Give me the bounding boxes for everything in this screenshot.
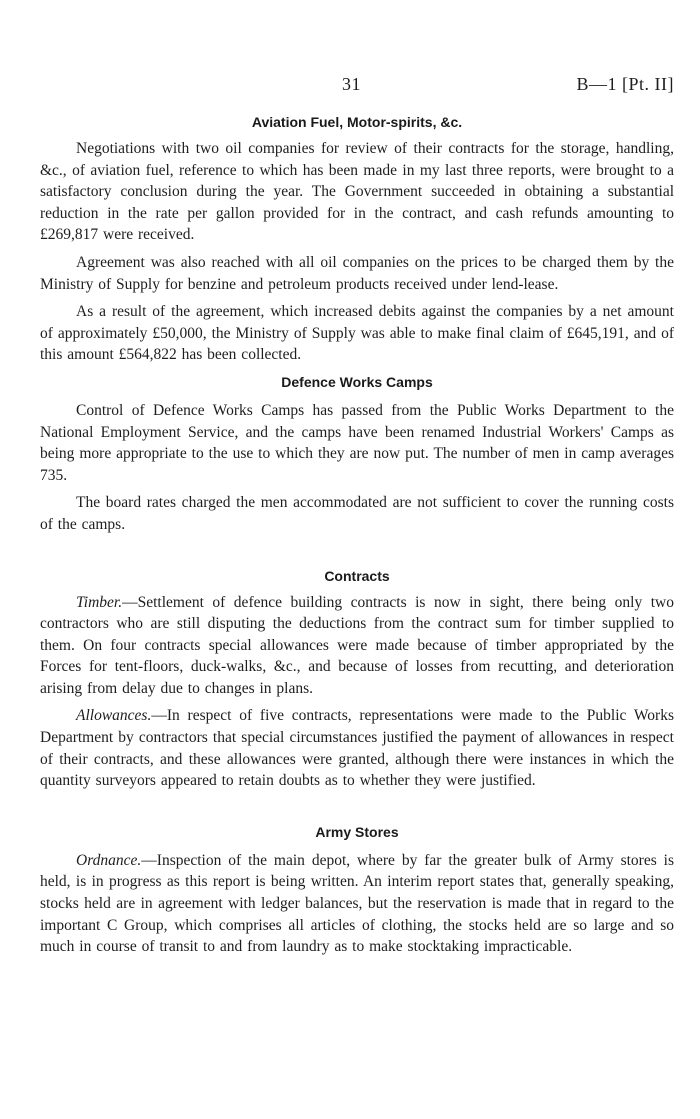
paragraph-timber [40,592,674,700]
paragraph: The board rates charged the men accommodated are not sufficient to cover the running costs of the camps. [40,494,674,533]
paragraph-body: —In respect of five contracts, representations were made to the Public Works Department by contractors that special circumstances justified the payment of allowances in respect of their contracts, and these allowances were granted, although there were instances in which the quantity surveyors appeared to retain doubts as to whether they were justified. [40,707,674,790]
paragraph-ordnance [40,850,674,958]
paragraph: Negotiations with two oil companies for review of their contracts for the storage, handling, &c., of aviation fuel, reference to which has been made in my last three reports, were brought to a satisfactory conclusion during the year. The Government succeeded in obtaining a substantial reduction in the rate per gallon provided for in the contract, and cash refunds amounting to £269,817 were received. [40,140,674,244]
running-header [40,70,674,100]
paragraph-body: —Inspection of the main depot, where by far the greater bulk of Army stores is held, is in progress as this report is being written. An interim report states that, generally speaking, stocks held are in agreement with ledger balances, but the reservation is made that in regard to the important C Group, which comprises all articles of clothing, the stocks held are so large and so much in course of transit to and from laundry as to make stocktaking impracticable. [40,851,674,956]
paragraph-allowances [40,705,674,791]
paragraph-lead-term: Ordnance. [76,851,142,869]
section-heading-army-stores: Army Stores [315,823,399,840]
document-reference: B—1 [Pt. II] [576,74,674,94]
paragraph-lead-term: Timber. [76,593,123,611]
paragraph: Control of Defence Works Camps has passed from the Public Works Department to the National Employment Service, and the camps have been renamed Industrial Workers' Camps as being more appropriate to the use to which they are now put. The number of men in camp averages 735. [40,401,674,484]
section-heading-contracts: Contracts [324,567,390,584]
document-page [40,70,674,958]
paragraph: Agreement was also reached with all oil companies on the prices to be charged them by the Ministry of Supply for benzine and petroleum products received under lend-lease. [40,253,674,293]
paragraph: As a result of the agreement, which increased debits against the companies by a net amount of approximately £50,000, the Ministry of Supply was able to make final claim of £645,191, and of this amount £564,822 has been collected. [40,303,674,364]
paragraph-body: —Settlement of defence building contracts is now in sight, there being only two contractors who are still disputing the deductions from the contract sum for timber supplied to them. On four contracts special allowances were made because of timber appropriated by the Forces for tent-floors, duck-walks, &c., and because of losses from recutting, and deterioration arising from delay due to changes in plans. [40,593,674,697]
page-number: 31 [342,74,361,94]
section-heading-aviation-fuel: Aviation Fuel, Motor-spirits, &c. [251,114,463,130]
paragraph-lead-term: Allowances. [76,707,152,725]
section-heading-defence-works-camps: Defence Works Camps [281,373,433,390]
